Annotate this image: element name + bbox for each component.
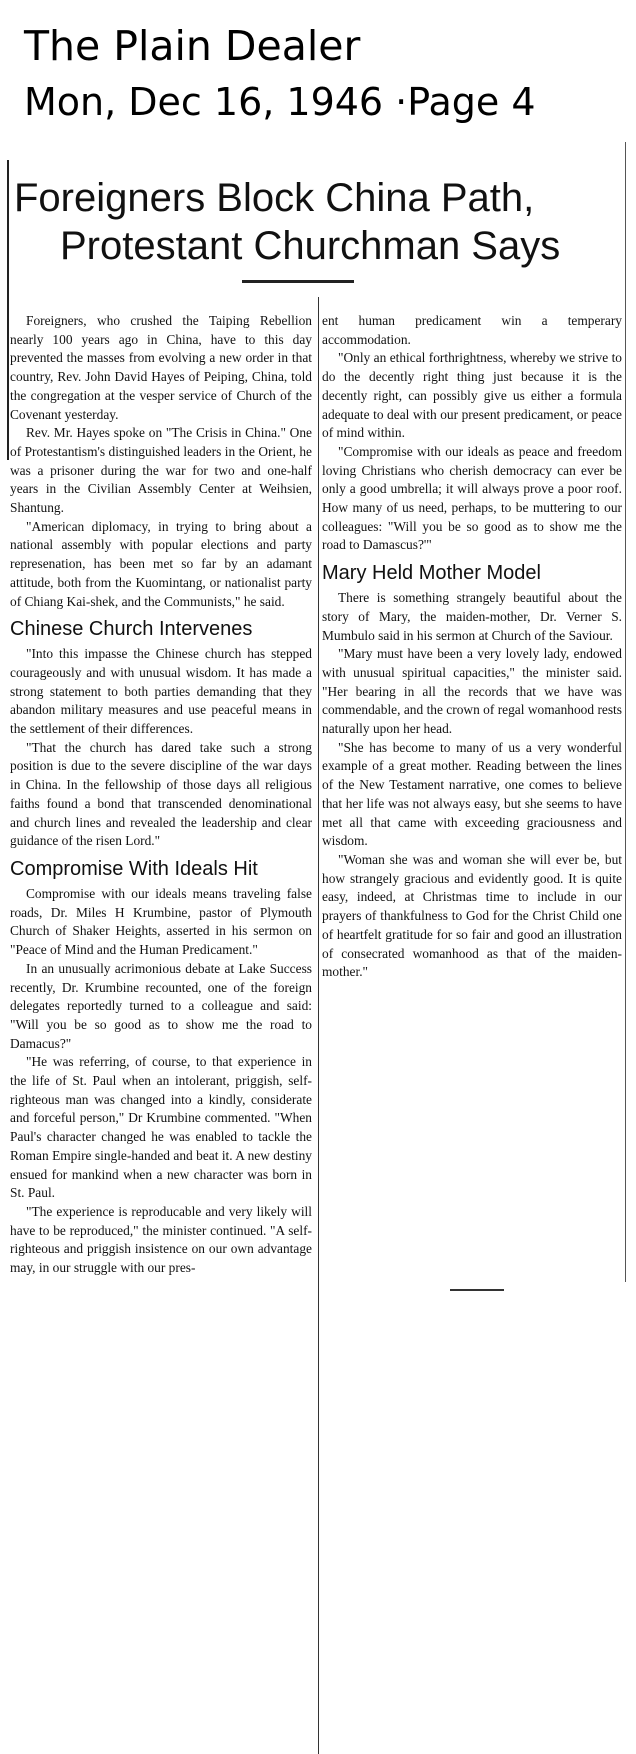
right-column [322, 312, 622, 982]
headline-line-1: Foreigners Block China Path, [14, 176, 535, 220]
paragraph: "Mary must have been a very lovely lady, endowed with unusual spiritual capacities," the minister said. "Her bearing in all the records that we have was commendable, and the crown of regal womanhood rests naturally upon her head. [322, 646, 622, 737]
subhead-compromise: Compromise With Ideals Hit [10, 857, 258, 880]
clipping-left-edge [7, 160, 9, 460]
paragraph: "Only an ethical forthrightness, whereby we strive to do the decently right thing just because it is the decently right, can possibly give us either a formula adequate to deal with our present predicament, or peace of mind within. [322, 350, 622, 441]
masthead [24, 18, 536, 130]
paragraph: "Woman she was and woman she will ever be, but how strangely gracious and evidently good. It is quite easy, indeed, at Christmas time to include in our prayers of thankfulness to God for the Christ Child one of heartfelt gratitude for so fair and good an illustration of consecrated womanhood as that of the maiden-mother." [322, 851, 622, 980]
column-divider [318, 297, 319, 1754]
subhead-chinese-church: Chinese Church Intervenes [10, 618, 253, 641]
paragraph: Compromise with our ideals means traveling false roads, Dr. Miles H Krumbine, pastor of Plymouth Church of Shaker Heights, asserted in his sermon on "Peace of Mind and the Human Predicament." [10, 885, 312, 958]
paragraph: Foreigners, who crushed the Taiping Rebellion nearly 100 years ago in China, have to this day prevented the masses from evolving a new order in that country, Rev. John David Hayes of Peiping, China, told the congregation at the vesper service of Church of the Covenant yesterday. [10, 313, 312, 422]
left-column [10, 312, 312, 1278]
paragraph: "The experience is reproducable and very likely will have to be reproduced," the minister continued. "A self-righteous and priggish insistence on our own advantage may, in our struggle with our pres- [10, 1203, 312, 1276]
paragraph: In an unusually acrimonious debate at Lake Success recently, Dr. Krumbine recounted, one of the foreign delegates reportedly turned to a colleague and said: "Will you be so good as to show me the road to Damacus?" [10, 960, 312, 1051]
paper-name: The Plain Dealer [24, 22, 361, 70]
paragraph: "Compromise with our ideals as peace and freedom loving Christians who cherish democracy can ever be only a good umbrella; it will always prove a poor roof. How many of us need, perhaps, to be muttering to our colleagues: "Will you be so good as to show me the road to Damascus?'" [322, 443, 622, 553]
paragraph: "That the church has dared take such a strong position is due to the severe discipline of the war days in China. In the fellowship of those days all religious faiths found a bond that transcended denominational and church lines and revealed the leadership and clear guidance of the risen Lord." [10, 739, 312, 849]
clipping-right-edge [625, 142, 626, 1282]
paragraph: There is something strangely beautiful about the story of Mary, the maiden-mother, Dr. Verner S. Mumbulo said in his sermon at Church of the Saviour. [322, 590, 622, 643]
paragraph: "Into this impasse the Chinese church has stepped courageously and with unusual wisdom. It has made a strong statement to both parties demanding that they abandon military measures and use peaceful means in the settlement of their differences. [10, 646, 312, 737]
paragraph: Rev. Mr. Hayes spoke on "The Crisis in China." One of Protestantism's distinguished leaders in the Orient, he was a prisoner during the war for two and one-half years in the Civilian Assembly Center at Weihsien, Shantung. [10, 425, 312, 516]
paragraph: "She has become to many of us a very wonderful example of a great mother. Reading between the lines of the New Testament narrative, one comes to believe that her life was not always easy, but she seems to have met all that came with exceeding graciousness and wisdom. [322, 739, 622, 849]
subhead-mary: Mary Held Mother Model [322, 562, 541, 585]
headline-rule [242, 280, 354, 283]
date-page-line: Mon, Dec 16, 1946 ·Page 4 [24, 80, 536, 124]
paragraph: ent human predicament win a temperary accommodation. [322, 313, 622, 347]
article-clipping [0, 142, 636, 1754]
paragraph: "American diplomacy, in trying to bring about a national assembly with popular elections and party represenation, has been met so far by an adamant attitude, both from the Kuomintang, or nationalist party of Chiang Kai-shek, and the Communists," he said. [10, 518, 312, 609]
article-headline [14, 174, 626, 270]
end-rule [450, 1289, 504, 1291]
paragraph: "He was referring, of course, to that experience in the life of St. Paul when an intolerant, priggish, self-righteous man was changed into a kindly, considerate and forceful person," Dr Krumbine commented. "When Paul's character changed he was enabled to tackle the Roman Empire single-handed and beat it. A new destiny ensued for mankind when a new character was born in St. Paul. [10, 1054, 312, 1201]
headline-line-2: Protestant Churchman Says [60, 224, 561, 268]
